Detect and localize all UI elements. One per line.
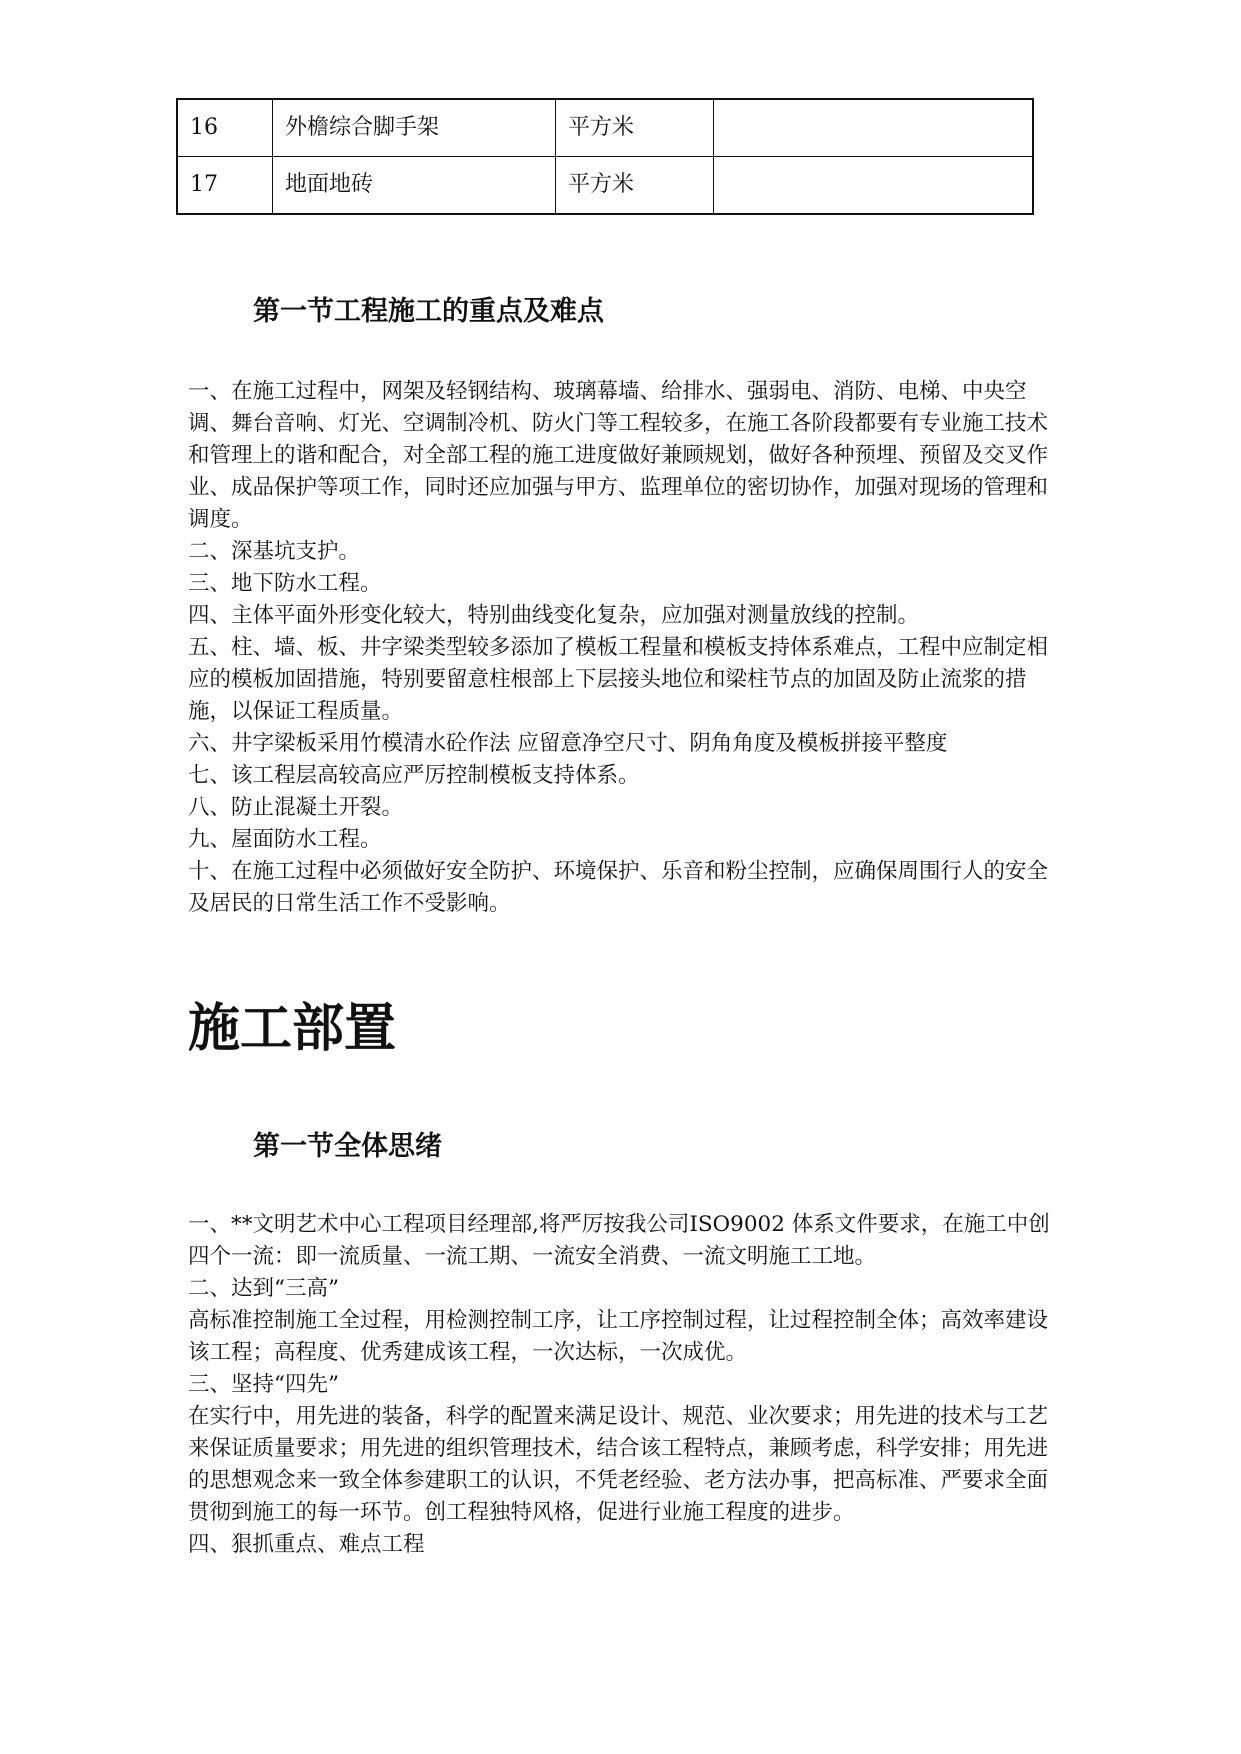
chapter-title: 施工部置: [188, 999, 397, 1059]
paragraph: 六、井字梁板采用竹模清水砼作法 应留意净空尺寸、阴角角度及模板拼接平整度: [188, 731, 948, 756]
paragraph: 七、该工程层高较高应严厉控制模板支持体系。: [188, 763, 640, 788]
paragraph: 十、在施工过程中必须做好安全防护、环境保护、乐音和粉尘控制，应确保周围行人的安全及居民的日常生活工作不受影响。: [188, 859, 1049, 916]
table-row: [177, 99, 1033, 157]
unit-cell: 平方米: [556, 99, 714, 157]
paragraph: 八、防止混凝土开裂。: [188, 795, 404, 820]
paragraph: 二、达到“三高”: [188, 1276, 339, 1301]
row-number-cell: 17: [177, 157, 273, 215]
paragraph: 九、屋面防水工程。: [188, 827, 382, 852]
paragraph: 一、**文明艺术中心工程项目经理部,将严厉按我公司ISO9002 体系文件要求，在施工中创四个一流：即一流质量、一流工期、一流安全消费、一流文明施工工地。: [188, 1212, 1050, 1269]
section-body: [188, 1209, 1068, 1561]
section-body: [188, 376, 1068, 920]
row-number-cell: 16: [177, 99, 273, 157]
paragraph: 三、地下防水工程。: [188, 571, 382, 596]
paragraph: 二、深基坑支护。: [188, 539, 361, 564]
item-name-cell: 外檐综合脚手架: [273, 99, 556, 157]
paragraph: 四、狠抓重点、难点工程: [188, 1532, 425, 1557]
section-heading: 第一节工程施工的重点及难点: [253, 296, 604, 327]
paragraph: 高标准控制施工全过程，用检测控制工序，让工序控制过程，让过程控制全体；高效率建设该工程；高程度、优秀建成该工程，一次达标，一次成优。: [188, 1308, 1049, 1365]
quantity-cell: [714, 157, 1034, 215]
section-heading: 第一节全体思绪: [253, 1131, 442, 1162]
paragraph: 在实行中，用先进的装备，科学的配置来满足设计、规范、业次要求；用先进的技术与工艺来保证质量要求；用先进的组织管理技术，结合该工程特点，兼顾考虑，科学安排；用先进的思想观念来一致全体参建职工的认识，不凭老经验、老方法办事，把高标准、严要求全面贯彻到施工的每一环节。创工程独特风格，促进行业施工程度的进步。: [188, 1404, 1049, 1525]
table-row: [177, 157, 1033, 215]
paragraph: 五、柱、墙、板、井字梁类型较多添加了模板工程量和模板支持体系难点，工程中应制定相应的模板加固措施，特别要留意柱根部上下层接头地位和梁柱节点的加固及防止流浆的措施，以保证工程质量。: [188, 635, 1049, 724]
quantity-cell: [714, 99, 1034, 157]
paragraph: 三、坚持“四先”: [188, 1372, 339, 1397]
item-name-cell: 地面地砖: [273, 157, 556, 215]
unit-cell: 平方米: [556, 157, 714, 215]
quantity-table: [176, 98, 1034, 215]
paragraph: 四、主体平面外形变化较大，特别曲线变化复杂，应加强对测量放线的控制。: [188, 603, 920, 628]
paragraph: 一、在施工过程中，网架及轻钢结构、玻璃幕墙、给排水、强弱电、消防、电梯、中央空调、舞台音响、灯光、空调制冷机、防火门等工程较多，在施工各阶段都要有专业施工技术和管理上的谐和配合，对全部工程的施工进度做好兼顾规划，做好各种预埋、预留及交叉作业、成品保护等项工作，同时还应加强与甲方、监理单位的密切协作，加强对现场的管理和调度。: [188, 379, 1049, 532]
